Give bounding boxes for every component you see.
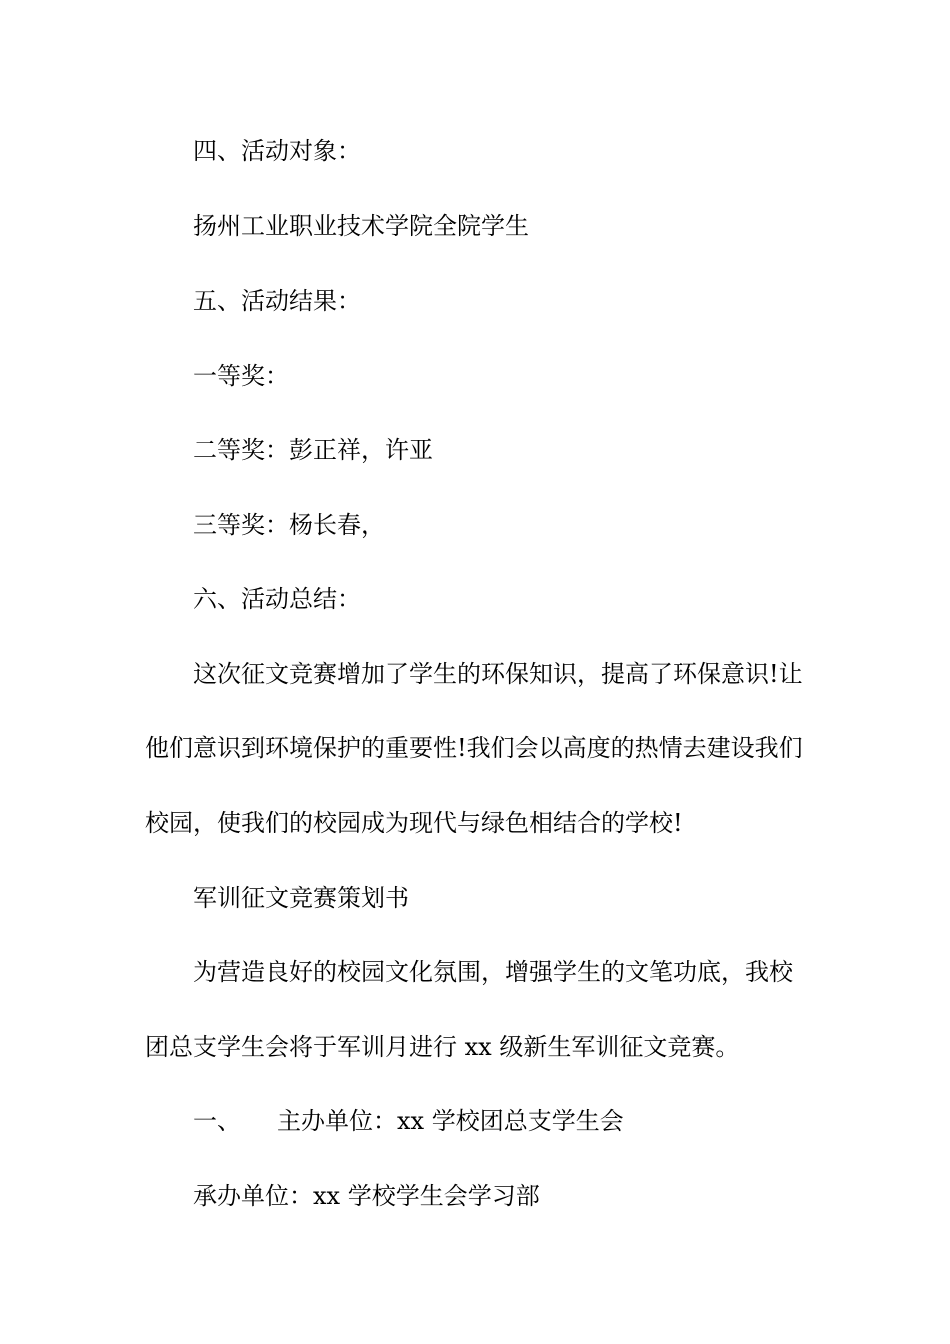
section4-text: 扬州工业职业技术学院全院学生 bbox=[193, 212, 529, 240]
organizer-line bbox=[193, 1105, 815, 1137]
organizer-number: 一、 bbox=[193, 1107, 241, 1135]
second-prize: 二等奖：彭正祥，许亚 bbox=[193, 436, 433, 464]
organizer-text: 主办单位：xx 学校团总支学生会 bbox=[277, 1107, 624, 1135]
intro-line-2: 团总支学生会将于军训月进行 xx 级新生军训征文竞赛。 bbox=[145, 1033, 740, 1061]
third-prize: 三等奖：杨长春， bbox=[193, 511, 385, 539]
intro-line-1: 为营造良好的校园文化氛围，增强学生的文笔功底，我校 bbox=[193, 958, 793, 986]
section6-heading: 六、活动总结： bbox=[193, 585, 361, 613]
summary-line-2: 他们意识到环境保护的重要性!我们会以高度的热情去建设我们 bbox=[145, 734, 803, 762]
summary-line-3: 校园，使我们的校园成为现代与绿色相结合的学校! bbox=[145, 809, 683, 837]
section5-heading: 五、活动结果： bbox=[193, 287, 361, 315]
first-prize: 一等奖： bbox=[193, 362, 289, 390]
section4-heading: 四、活动对象： bbox=[193, 137, 361, 165]
summary-line-1: 这次征文竞赛增加了学生的环保知识，提高了环保意识!让 bbox=[193, 660, 803, 688]
co-organizer: 承办单位：xx 学校学生会学习部 bbox=[193, 1182, 540, 1210]
plan-title: 军训征文竞赛策划书 bbox=[193, 884, 409, 912]
